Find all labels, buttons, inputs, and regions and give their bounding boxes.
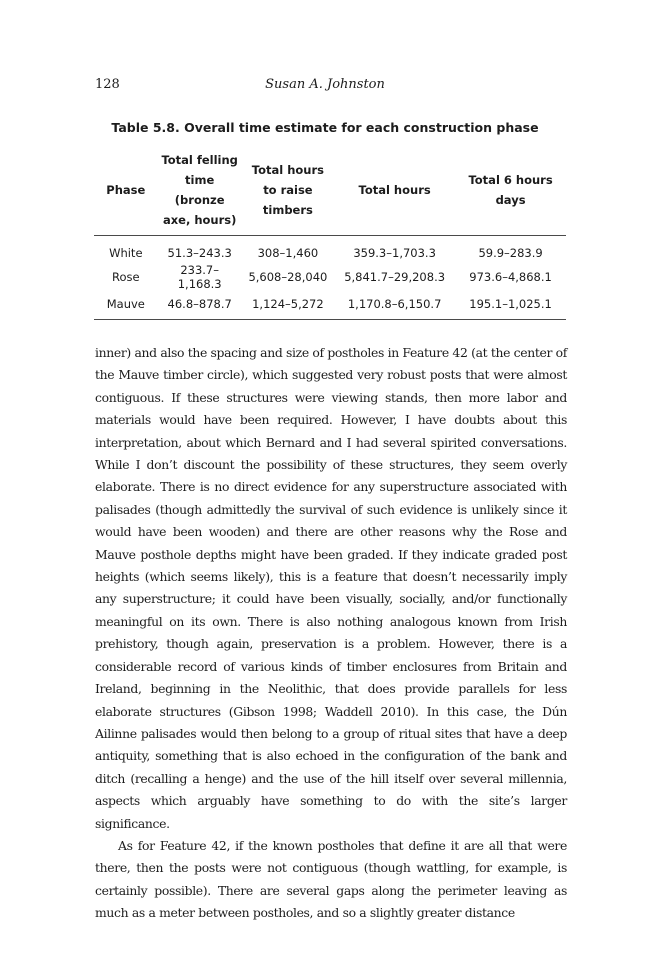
table-row	[94, 263, 566, 291]
table-cell: 1,124–5,272	[242, 291, 334, 320]
table-cell: White	[109, 246, 143, 260]
table-cell: 233.7–1,168.3	[177, 263, 222, 291]
table-cell: 308–1,460	[257, 246, 319, 260]
table-cell: 5,608–28,040	[248, 270, 328, 284]
table-cell: 973.6–4,868.1	[469, 270, 552, 284]
column-header-six-hour-days: Total 6 hours days	[455, 149, 566, 236]
body-text	[95, 342, 567, 925]
column-header-total-hours: Total hours	[334, 149, 455, 236]
table-cell: 359.3–1,703.3	[353, 246, 436, 260]
page-number: 128	[95, 77, 120, 92]
column-header-phase: Phase	[94, 149, 158, 236]
table-cell: Rose	[112, 270, 140, 284]
table-cell: 59.9–283.9	[478, 246, 543, 260]
table-header-row	[94, 149, 566, 236]
body-paragraph: inner) and also the spacing and size of postholes in Feature 42 (at the center of the Mauve timber circle), which suggested very robust posts that were almost contiguous. If these structures were viewing stands, then more labor and materials would have been required. However, I have doubts about this interpretation, about which Bernard and I had several spirited conversations. While I don’t discount the possibility of these structures, they seem overly elaborate. There is no direct evidence for any superstructure associated with palisades (though admittedly the survival of such evidence is unlikely since it would have been wooden) and there are other reasons why the Rose and Mauve posthole depths might have been graded. If they indicate graded post heights (which seems likely), this is a feature that doesn’t necessarily imply any superstructure; it could have been visually, socially, and/or functionally meaningful on its own. There is also nothing analogous known from Irish prehistory, though again, preservation is a problem. However, there is a considerable record of various kinds of timber enclosures from Britain and Ireland, beginning in the Neolithic, that does provide parallels for less elaborate structures (Gibson 1998; Waddell 2010). In this case, the Dún Ailinne palisades would then belong to a group of ritual sites that have a deep antiquity, something that is also echoed in the configuration of the bank and ditch (recalling a henge) and the use of the hill itself over several millennia, aspects which arguably have something to do with the site’s larger significance.	[95, 345, 567, 831]
body-paragraph: As for Feature 42, if the known postholes that define it are all that were there, then the posts were not contiguous (though wattling, for example, is certainly possible). There are several gaps along the perimeter leaving as much as a meter between postholes, and so a slightly greater distance	[95, 837, 567, 921]
table-cell: 51.3–243.3	[167, 246, 232, 260]
construction-time-table	[94, 149, 566, 320]
table-cell: 195.1–1,025.1	[455, 291, 566, 320]
table-caption: Table 5.8. Overall time estimate for each construction phase	[111, 120, 539, 135]
column-header-raise-timbers: Total hours to raise timbers	[242, 149, 334, 236]
table-cell: 46.8–878.7	[158, 291, 242, 320]
running-head: Susan A. Johnston	[265, 77, 385, 92]
column-header-felling-time: Total felling time (bronze axe, hours)	[158, 149, 242, 236]
table-row	[94, 291, 566, 320]
table-cell: 1,170.8–6,150.7	[334, 291, 455, 320]
table-cell: 5,841.7–29,208.3	[344, 270, 446, 284]
table-cell: Mauve	[94, 291, 158, 320]
table-row	[94, 236, 566, 264]
